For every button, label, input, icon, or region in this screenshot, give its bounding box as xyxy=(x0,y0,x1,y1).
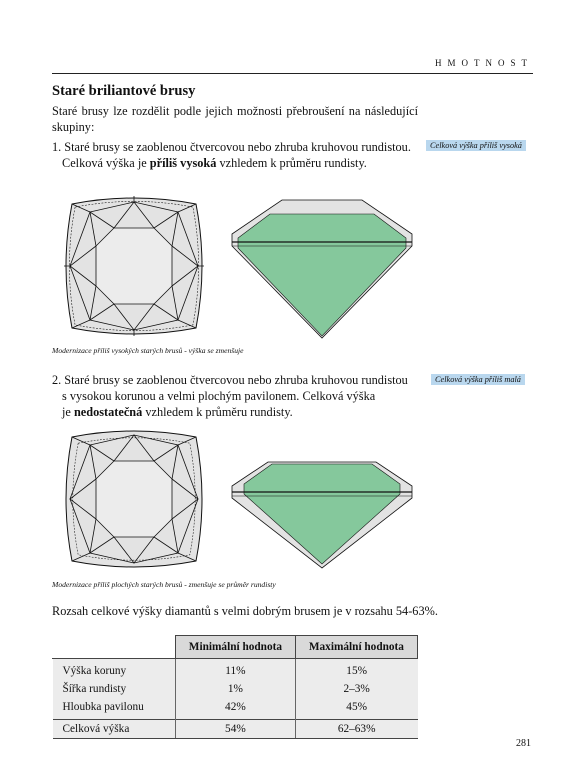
row-label: Hloubka pavilonu xyxy=(53,698,176,720)
table-header-row xyxy=(53,636,418,659)
table-row-total xyxy=(53,720,418,739)
item-2-line-c-post: vzhledem k průměru rundisty. xyxy=(142,405,293,419)
proportions-table xyxy=(52,635,418,739)
profile-too-low xyxy=(230,460,414,570)
intro-paragraph: Staré brusy lze rozdělit podle jejich možnosti přebroušení na následující skupiny: xyxy=(52,104,418,134)
row-max: 45% xyxy=(295,698,417,720)
table-row xyxy=(53,698,418,720)
running-header: HMOTNOST xyxy=(434,58,533,68)
row-min: 1% xyxy=(176,680,296,698)
item-1-line-b-pre: Celková výška je xyxy=(62,156,150,170)
recut-shape xyxy=(244,464,400,564)
row-label: Výška koruny xyxy=(53,659,176,681)
range-sentence: Rozsah celkové výšky diamantů s velmi dobrým brusem je v rozsahu 54-63%. xyxy=(52,604,438,618)
row-min: 54% xyxy=(176,720,296,739)
item-1-line-b-post: vzhledem k průměru rundisty. xyxy=(216,156,367,170)
item-2-text xyxy=(52,372,420,420)
section-title: Staré briliantové brusy xyxy=(52,83,196,99)
note-too-high: Celková výška příliš vysoká xyxy=(426,140,526,151)
note-too-low: Celková výška příliš malá xyxy=(431,374,525,385)
item-1-text xyxy=(52,139,420,171)
table-header-min: Minimální hodnota xyxy=(176,636,296,659)
row-label: Šířka rundisty xyxy=(53,680,176,698)
header-rule xyxy=(52,73,533,74)
row-label: Celková výška xyxy=(53,720,176,739)
row-max: 62–63% xyxy=(295,720,417,739)
cushion-top-view-2 xyxy=(60,425,208,573)
table-header-empty xyxy=(53,636,176,659)
item-1-line-b xyxy=(52,155,420,171)
item-2-line-c-pre: je xyxy=(62,405,74,419)
table-header-max: Maximální hodnota xyxy=(295,636,417,659)
row-min: 11% xyxy=(176,659,296,681)
row-max: 15% xyxy=(295,659,417,681)
page-number: 281 xyxy=(516,738,531,749)
caption-2: Modernizace příliš plochých starých brusů - zmenšuje se průměr rundisty xyxy=(52,580,276,589)
table-row xyxy=(53,680,418,698)
row-max: 2–3% xyxy=(295,680,417,698)
row-min: 42% xyxy=(176,698,296,720)
table-row xyxy=(53,659,418,681)
item-2-line-c xyxy=(52,404,420,420)
item-1-emphasis: příliš vysoká xyxy=(149,156,217,170)
item-2-line-b: s vysokou korunou a velmi plochým pavilonem. Celková výška xyxy=(62,389,376,403)
item-1-line-a: 1. Staré brusy se zaoblenou čtvercovou nebo zhruba kruhovou rundistou. xyxy=(52,140,411,154)
cushion-top-view-1 xyxy=(60,192,208,340)
item-2-emphasis: nedostatečná xyxy=(73,405,143,419)
item-2-line-a: 2. Staré brusy se zaoblenou čtvercovou nebo zhruba kruhovou rundistou xyxy=(52,373,408,387)
profile-too-high xyxy=(230,196,414,340)
caption-1: Modernizace příliš vysokých starých brusů - výška se zmenšuje xyxy=(52,346,244,355)
